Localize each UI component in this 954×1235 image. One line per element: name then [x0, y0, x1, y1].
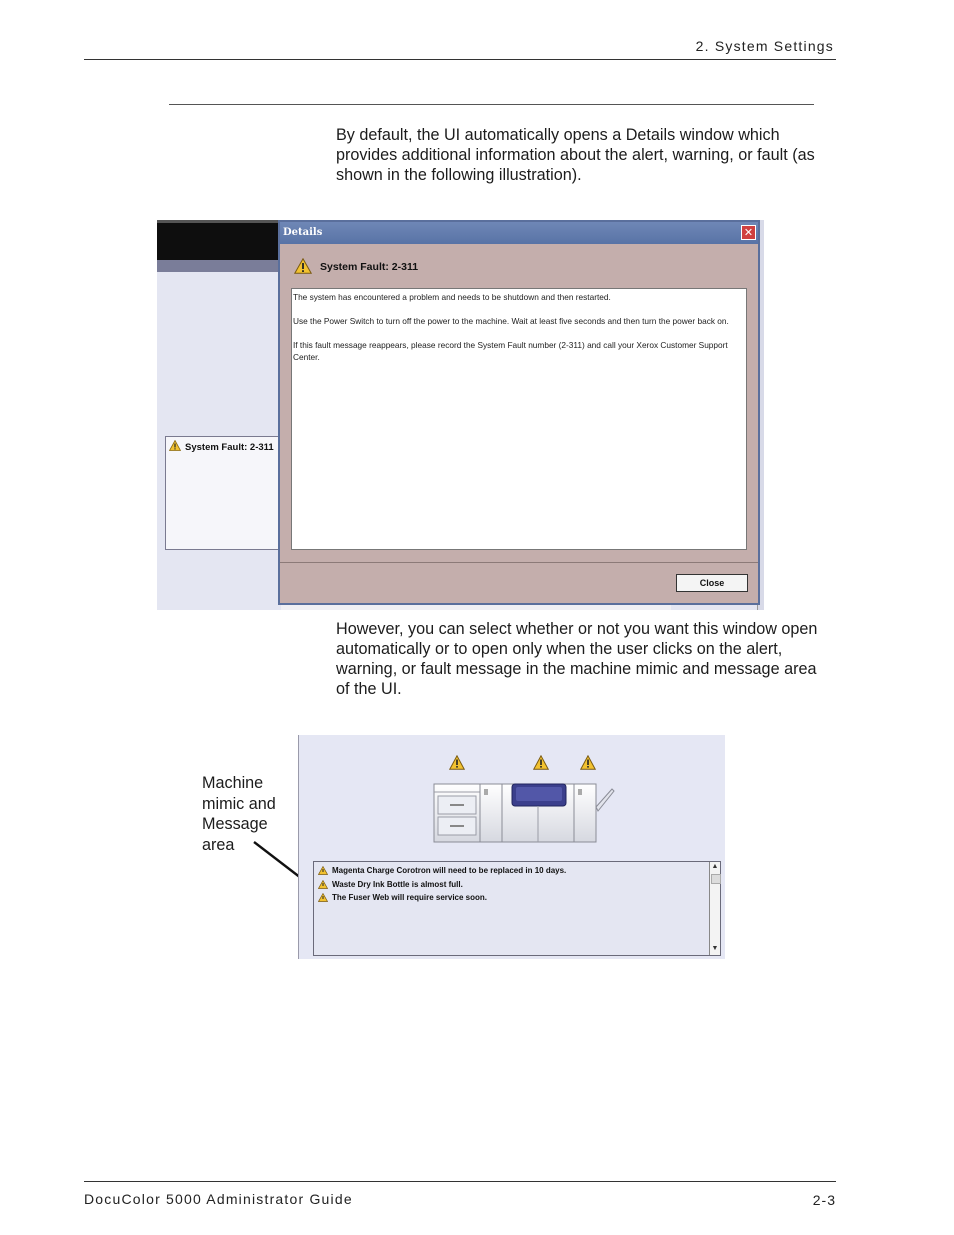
- message-item[interactable]: [318, 893, 487, 902]
- close-button[interactable]: Close: [676, 574, 748, 592]
- mimic-screenshot: [298, 735, 725, 959]
- dialog-separator: [280, 562, 758, 563]
- dialog-message-1: The system has encountered a problem and needs to be shutdown and then restarted.: [293, 292, 611, 302]
- message-item[interactable]: [318, 866, 566, 875]
- warning-icon[interactable]: [580, 755, 596, 770]
- background-alert-label: System Fault: 2-311: [185, 442, 274, 453]
- message-text: Magenta Charge Corotron will need to be replaced in 10 days.: [332, 866, 567, 875]
- section-rule: [169, 104, 814, 105]
- warning-icon[interactable]: [449, 755, 465, 770]
- dialog-message-area: [291, 288, 747, 550]
- footer-page-number: 2-3: [812, 1192, 836, 1208]
- dialog-heading: System Fault: 2-311: [320, 261, 419, 273]
- background-band: [157, 260, 287, 272]
- machine-mimic[interactable]: [432, 781, 622, 845]
- dialog-title: Details: [283, 227, 323, 238]
- footer-rule: [84, 1181, 836, 1182]
- running-header: 2. System Settings: [695, 38, 834, 54]
- message-text: Waste Dry Ink Bottle is almost full.: [332, 880, 463, 889]
- header-rule: [84, 59, 836, 60]
- background-alert-box[interactable]: [165, 436, 287, 550]
- warning-icon: [318, 880, 328, 889]
- dialog-titlebar: [280, 222, 758, 244]
- scroll-thumb[interactable]: [711, 874, 721, 884]
- message-scrollbar[interactable]: [709, 862, 720, 955]
- mimic-callout-label: Machine mimic and Message area: [202, 774, 276, 854]
- details-screenshot: [157, 220, 764, 610]
- dialog-message-3: If this fault message reappears, please record the System Fault number (2-311) and call your Xerox Customer Support Center.: [293, 340, 728, 362]
- warning-icon[interactable]: [533, 755, 549, 770]
- warning-icon: [318, 893, 328, 902]
- dialog-message-2: Use the Power Switch to turn off the power to the machine. Wait at least five seconds and then turn the power back on.: [293, 316, 729, 326]
- details-dialog: [278, 220, 760, 605]
- scroll-down-icon[interactable]: ▼: [711, 945, 719, 952]
- warning-icon: [294, 258, 312, 274]
- close-icon[interactable]: ✕: [741, 225, 756, 240]
- footer-guide-title: DocuColor 5000 Administrator Guide: [84, 1191, 353, 1207]
- warning-icon: [169, 440, 181, 451]
- message-area: [313, 861, 721, 956]
- intro-paragraph: By default, the UI automatically opens a Details window which provides additional information about the alert, warning, or fault (as shown in the following illustration).: [336, 126, 815, 184]
- message-item[interactable]: [318, 880, 463, 889]
- message-text: The Fuser Web will require service soon.: [332, 893, 488, 902]
- warning-icon: [318, 866, 328, 875]
- scroll-up-icon[interactable]: ▲: [711, 863, 719, 870]
- followup-paragraph: However, you can select whether or not you want this window open automatically or to open only when the user clicks on the alert, warning, or fault message in the machine mimic and message area of the UI.: [336, 620, 818, 698]
